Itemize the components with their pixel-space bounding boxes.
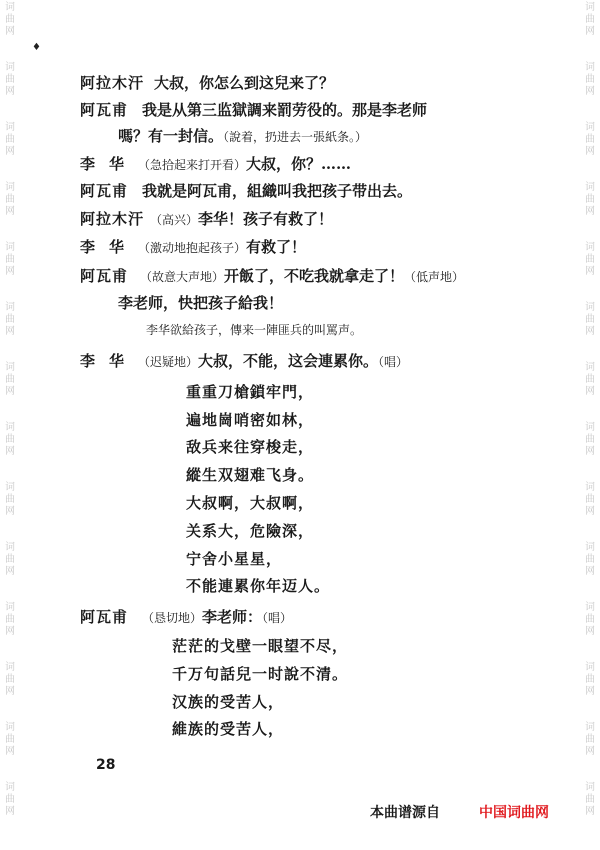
watermark: 词曲网: [5, 722, 15, 757]
page-number: 28: [96, 757, 116, 773]
verse-line: 遍地崗哨密如林，: [186, 411, 315, 429]
stage-direction: （高兴）: [150, 213, 199, 227]
watermark: 词曲网: [5, 362, 15, 397]
watermark: 词曲网: [585, 122, 595, 157]
dialogue: 开飯了，不吃我就拿走了！: [224, 267, 405, 285]
verse-line: 維族的受苦人，: [172, 720, 285, 738]
script-line: [80, 100, 427, 120]
verse-line: 关系大，危險深，: [186, 522, 315, 540]
watermark: 词曲网: [5, 542, 15, 577]
watermark: 词曲网: [585, 2, 595, 37]
stage-direction: （急拾起来打开看）: [138, 158, 247, 172]
watermark: 词曲网: [585, 782, 595, 817]
stage-note: [146, 320, 362, 340]
dialogue: 大叔，你？……: [246, 155, 352, 173]
dialogue: 有救了！: [246, 238, 307, 256]
dialogue: 大叔，不能，这会連累你。: [198, 352, 379, 370]
watermark: 词曲网: [5, 182, 15, 217]
watermark: 词曲网: [585, 602, 595, 637]
stage-direction: （唱）: [262, 611, 293, 625]
watermark: 词曲网: [585, 722, 595, 757]
source-label: 本曲谱源自: [370, 805, 440, 821]
script-line: [80, 154, 351, 175]
watermark: 词曲网: [585, 362, 595, 397]
stage-direction: （故意大声地）: [140, 270, 225, 284]
stage-direction: （唱）: [378, 355, 409, 369]
bullet-mark: ♦: [32, 42, 41, 53]
dialogue: 李老师：: [202, 608, 263, 626]
verse-line: 大叔啊，大叔啊，: [186, 494, 315, 512]
watermark: 词曲网: [5, 482, 15, 517]
watermark: 词曲网: [5, 662, 15, 697]
stage-direction: （低声地）: [404, 270, 465, 284]
dialogue: 我是从第三监獄調来罰劳役的。那是李老师: [142, 101, 428, 119]
verse-line: 汉族的受苦人，: [172, 693, 285, 711]
verse-line: 不能連累你年迈人。: [186, 577, 331, 595]
script-line: [80, 351, 408, 372]
stage-direction: （說着，扔进去一張紙条。）: [223, 130, 368, 144]
watermark: 词曲网: [5, 302, 15, 337]
watermark: 词曲网: [5, 62, 15, 97]
script-line: [80, 607, 292, 628]
watermark: 词曲网: [585, 182, 595, 217]
dialogue: 大叔，你怎么到这兒来了？: [154, 74, 335, 92]
script-line: [80, 181, 412, 201]
speaker: 李华: [80, 352, 139, 370]
speaker: 阿瓦甫: [80, 182, 129, 200]
speaker: 阿拉木汗: [80, 210, 145, 228]
dialogue: 李老师，快把孩子給我！: [118, 294, 284, 312]
speaker: 阿瓦甫: [80, 101, 129, 119]
watermark: 词曲网: [585, 62, 595, 97]
script-line: [118, 126, 367, 147]
watermark: 词曲网: [585, 482, 595, 517]
verse-line: 縱生双翅难飞身。: [186, 466, 315, 484]
script-line: [80, 73, 334, 93]
dialogue: 嗎？有一封信。: [118, 127, 224, 145]
verse-line: 重重刀槍鎖牢門，: [186, 383, 315, 401]
script-line: [80, 209, 333, 230]
script-line: [118, 293, 283, 313]
verse-line: 宁舍小星星，: [186, 550, 283, 568]
verse-line: 茫茫的戈壁一眼望不尽，: [172, 637, 349, 655]
watermark: 词曲网: [5, 122, 15, 157]
watermark: 词曲网: [5, 782, 15, 817]
dialogue: 我就是阿瓦甫，組織叫我把孩子带出去。: [142, 182, 413, 200]
speaker: 阿瓦甫: [80, 608, 129, 626]
stage-direction: （迟疑地）: [138, 355, 199, 369]
script-line: [80, 237, 306, 258]
dialogue: 李华！孩子有救了！: [198, 210, 334, 228]
stage-direction: （激动地抱起孩子）: [138, 241, 247, 255]
watermark: 词曲网: [585, 662, 595, 697]
script-line: [80, 266, 464, 287]
speaker: 阿瓦甫: [80, 267, 129, 285]
verse-line: 千万句話兒一时說不清。: [172, 665, 349, 683]
site-name-link[interactable]: 中国词曲网: [479, 805, 549, 821]
verse-line: 敌兵来往穿梭走，: [186, 438, 315, 456]
watermark: 词曲网: [585, 242, 595, 277]
watermark: 词曲网: [5, 2, 15, 37]
speaker: 李华: [80, 238, 139, 256]
speaker: 李华: [80, 155, 139, 173]
watermark: 词曲网: [5, 422, 15, 457]
watermark: 词曲网: [5, 602, 15, 637]
watermark: 词曲网: [585, 542, 595, 577]
stage-direction: （恳切地）: [142, 611, 203, 625]
watermark: 词曲网: [585, 302, 595, 337]
speaker: 阿拉木汗: [80, 74, 145, 92]
watermark: 词曲网: [5, 242, 15, 277]
stage-direction: 李华欲給孩子，傳来一陣匪兵的叫罵声。: [146, 323, 363, 337]
watermark: 词曲网: [585, 422, 595, 457]
